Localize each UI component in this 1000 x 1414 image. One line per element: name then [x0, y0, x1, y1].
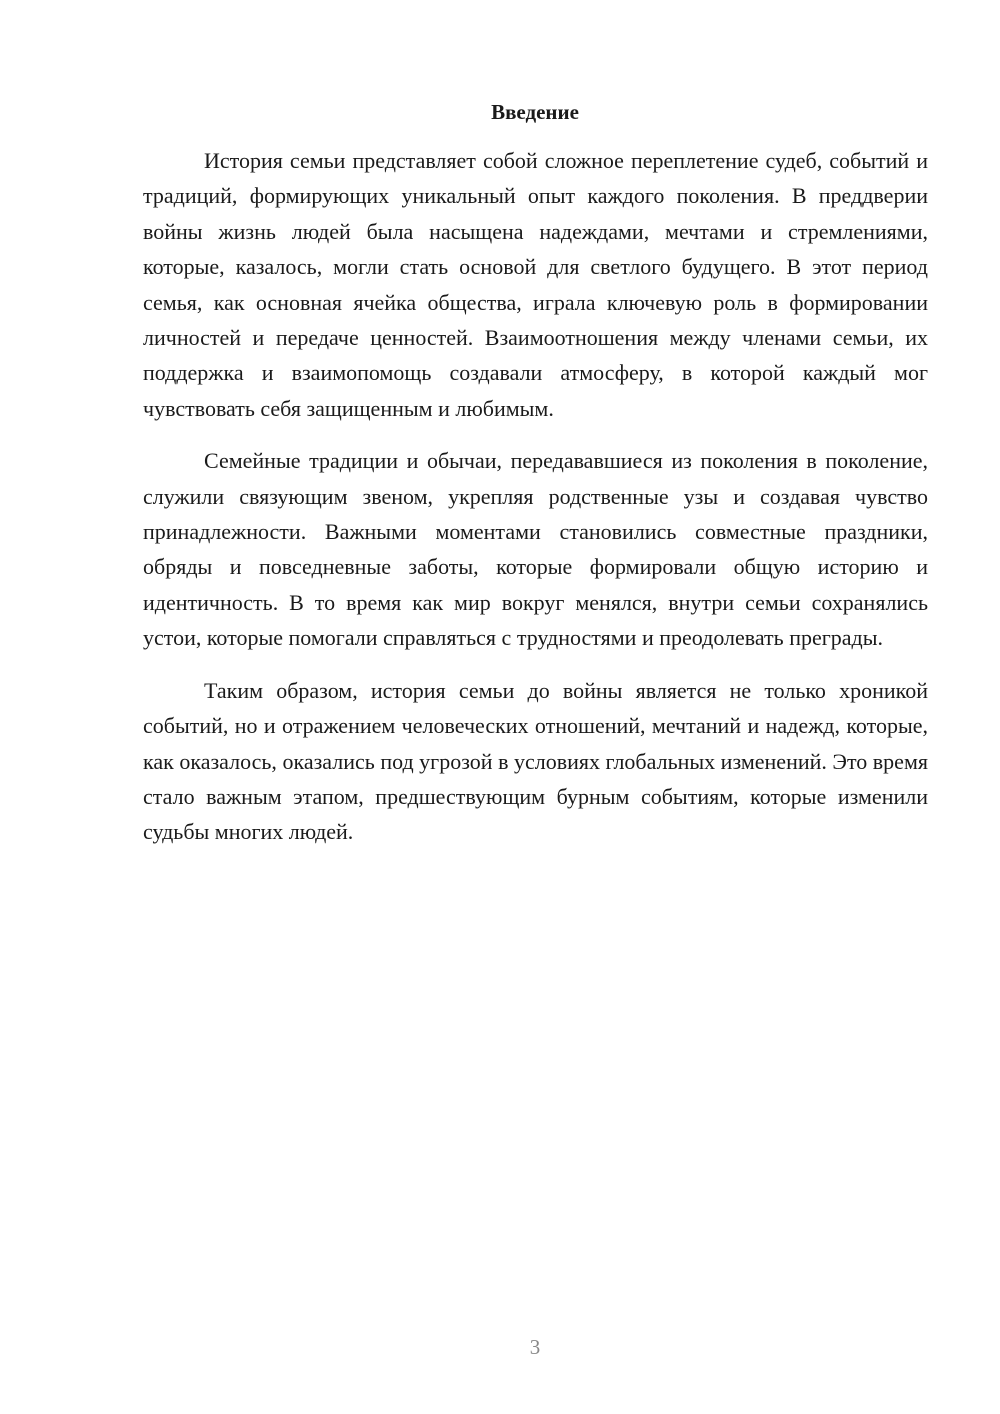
paragraph-2: Семейные традиции и обычаи, передававшиеся из поколения в поколение, служили связующим звеном, укрепляя родственные узы и создавая чувство принадлежности. Важными моментами становились совместные праздники, обряды и повседневные заботы, которые формировали общую историю и идентичность. В то время как мир вокруг менялся, внутри семьи сохранялись устои, которые помогали справляться с трудностями и преодолевать преграды.	[143, 448, 928, 651]
paragraph-1: История семьи представляет собой сложное переплетение судеб, событий и традиций, формирующих уникальный опыт каждого поколения. В преддверии войны жизнь людей была насыщена надеждами, мечтами и стремлениями, которые, казалось, могли стать основой для светлого будущего. В этот период семья, как основная ячейка общества, играла ключевую роль в формировании личностей и передаче ценностей. Взаимоотношения между членами семьи, их поддержка и взаимопомощь создавали атмосферу, в которой каждый мог чувствовать себя защищенным и любимым.	[143, 148, 928, 421]
body-text	[143, 143, 928, 867]
page-number: 3	[529, 1335, 541, 1359]
paragraph-3: Таким образом, история семьи до войны является не только хроникой событий, но и отражением человеческих отношений, мечтаний и надежд, которые, как оказалось, оказались под угрозой в условиях глобальных изменений. Это время стало важным этапом, предшествующим бурным событиям, которые изменили судьбы многих людей.	[143, 677, 928, 845]
section-heading: Введение	[491, 100, 579, 124]
